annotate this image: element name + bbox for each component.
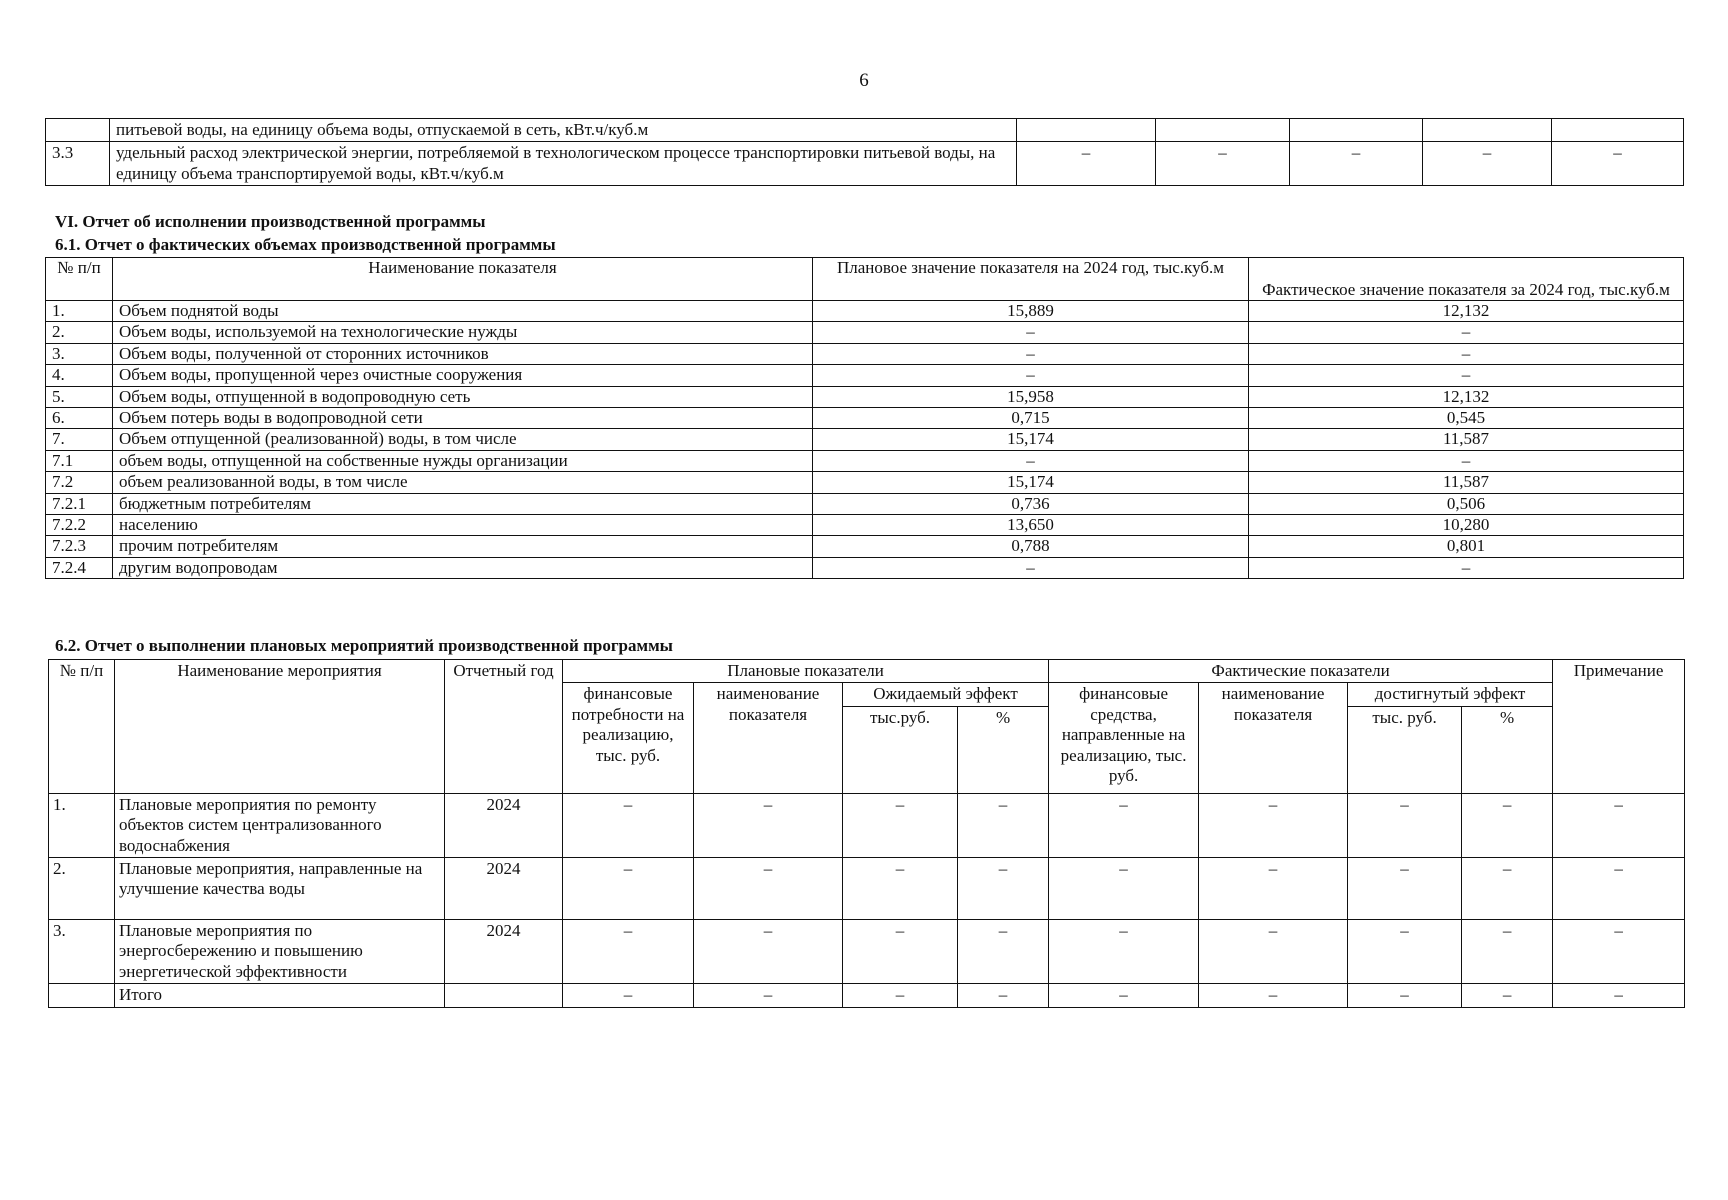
row-value: – [563,793,694,857]
row-indicator-name: Объем поднятой воды [113,301,813,322]
header-num: № п/п [49,660,115,794]
header-activity-name: Наименование мероприятия [115,660,445,794]
row-value: – [563,984,694,1007]
table-row [46,407,1684,428]
row-number: 7.2.3 [46,536,113,557]
activities-table [48,659,1685,1008]
row-value: – [958,857,1049,919]
header-fact-group: Фактические показатели [1049,660,1553,683]
row-indicator-name: Объем воды, пропущенной через очистные сооружения [113,365,813,386]
row-value: – [958,919,1049,983]
section-title: VI. Отчет об исполнении производственной программы [55,212,486,231]
row-number: 6. [46,407,113,428]
table-row [46,386,1684,407]
table-row [46,493,1684,514]
row-plan-value: – [813,557,1249,578]
row-number [46,119,110,142]
header-plan-financing: финансовые потребности на реализацию, тыс. руб. [563,683,694,793]
header-plan-value: Плановое значение показателя на 2024 год, тыс.куб.м [813,258,1249,301]
subsection-6-1-title: 6.1. Отчет о фактических объемах производственной программы [55,235,556,254]
row-value [1156,119,1290,142]
row-value: – [1199,919,1348,983]
header-note: Примечание [1553,660,1685,794]
row-plan-value: – [813,322,1249,343]
row-indicator-name: населению [113,514,813,535]
row-plan-value: 15,958 [813,386,1249,407]
row-value: – [843,984,958,1007]
row-activity-name: Плановые мероприятия по ремонту объектов систем централизованного водоснабжения [115,793,445,857]
row-value: – [1348,857,1462,919]
row-value: – [1199,984,1348,1007]
header-fact-rub: тыс. руб. [1348,706,1462,793]
row-value: – [1156,142,1290,186]
table-row [46,301,1684,322]
table-row [49,919,1685,983]
table-row [49,984,1685,1007]
row-number: 5. [46,386,113,407]
row-number: 7.2.4 [46,557,113,578]
row-fact-value: 0,801 [1249,536,1684,557]
row-fact-value: 10,280 [1249,514,1684,535]
header-fact-percent: % [1462,706,1553,793]
header-plan-rub: тыс.руб. [843,706,958,793]
row-plan-value: 0,788 [813,536,1249,557]
row-fact-value: 11,587 [1249,429,1684,450]
row-fact-value: 11,587 [1249,472,1684,493]
row-value: – [1552,142,1684,186]
row-indicator-name: питьевой воды, на единицу объема воды, отпускаемой в сеть, кВт.ч/куб.м [110,119,1017,142]
row-indicator-name: объем реализованной воды, в том числе [113,472,813,493]
row-value [1423,119,1552,142]
row-value: – [1199,857,1348,919]
table-row [46,557,1684,578]
row-plan-value: 15,889 [813,301,1249,322]
row-fact-value: 12,132 [1249,386,1684,407]
row-value: – [1553,919,1685,983]
header-achieved-effect: достигнутый эффект [1348,683,1553,706]
row-value: – [1348,984,1462,1007]
row-value: – [1348,793,1462,857]
row-value [1552,119,1684,142]
table-row [46,119,1684,142]
row-plan-value: – [813,365,1249,386]
table-row [46,472,1684,493]
row-value: – [1553,984,1685,1007]
row-number: 3.3 [46,142,110,186]
row-value: – [1553,793,1685,857]
table-row [46,365,1684,386]
row-value: – [694,919,843,983]
row-value: – [1462,857,1553,919]
row-indicator-name: другим водопроводам [113,557,813,578]
row-fact-value: – [1249,343,1684,364]
header-plan-indicator: наименование показателя [694,683,843,793]
row-fact-value: – [1249,322,1684,343]
header-fact-value: Фактическое значение показателя за 2024 год, тыс.куб.м [1249,258,1684,301]
table-row [46,142,1684,186]
row-year [445,984,563,1007]
row-value: – [563,919,694,983]
row-year: 2024 [445,857,563,919]
row-number: 4. [46,365,113,386]
row-fact-value: – [1249,557,1684,578]
row-activity-name: Плановые мероприятия по энергосбережению и повышению энергетической эффективности [115,919,445,983]
row-number: 3. [49,919,115,983]
row-value: – [958,793,1049,857]
table-row [49,793,1685,857]
row-value: – [694,793,843,857]
row-value: – [843,793,958,857]
row-number: 7.1 [46,450,113,471]
row-plan-value: 0,736 [813,493,1249,514]
row-value: – [958,984,1049,1007]
header-indicator-name: Наименование показателя [113,258,813,301]
row-value: – [563,857,694,919]
row-value: – [1462,793,1553,857]
table-row [46,514,1684,535]
row-number: 7.2.1 [46,493,113,514]
row-plan-value: – [813,343,1249,364]
row-year: 2024 [445,793,563,857]
volumes-table [45,257,1684,579]
table-row [46,450,1684,471]
row-indicator-name: Объем воды, используемой на технологические нужды [113,322,813,343]
row-year: 2024 [445,919,563,983]
row-plan-value: 15,174 [813,472,1249,493]
row-value: – [694,984,843,1007]
row-fact-value: 0,506 [1249,493,1684,514]
row-fact-value: – [1249,365,1684,386]
row-value: – [1199,793,1348,857]
energy-consumption-table [45,118,1684,186]
row-fact-value: 12,132 [1249,301,1684,322]
row-fact-value: – [1249,450,1684,471]
row-indicator-name: Объем отпущенной (реализованной) воды, в том числе [113,429,813,450]
row-activity-name: Плановые мероприятия, направленные на улучшение качества воды [115,857,445,919]
row-value: – [1462,919,1553,983]
row-plan-value: – [813,450,1249,471]
table-row [46,343,1684,364]
row-value: – [1049,857,1199,919]
row-value: – [1423,142,1552,186]
row-indicator-name: удельный расход электрической энергии, потребляемой в технологическом процессе транспортировки питьевой воды, на единицу объема транспортируемой воды, кВт.ч/куб.м [110,142,1017,186]
row-indicator-name: объем воды, отпущенной на собственные нужды организации [113,450,813,471]
row-indicator-name: Объем воды, отпущенной в водопроводную сеть [113,386,813,407]
row-indicator-name: Объем воды, полученной от сторонних источников [113,343,813,364]
row-indicator-name: бюджетным потребителям [113,493,813,514]
header-report-year: Отчетный год [445,660,563,794]
header-plan-group: Плановые показатели [563,660,1049,683]
row-value: – [1462,984,1553,1007]
row-number: 7.2 [46,472,113,493]
row-plan-value: 0,715 [813,407,1249,428]
row-value: – [1553,857,1685,919]
table-row [46,429,1684,450]
header-plan-percent: % [958,706,1049,793]
row-value [1290,119,1423,142]
table-row [46,536,1684,557]
row-value: – [694,857,843,919]
row-plan-value: 15,174 [813,429,1249,450]
row-number: 1. [46,301,113,322]
row-value: – [843,857,958,919]
row-number: 7. [46,429,113,450]
header-expected-effect: Ожидаемый эффект [843,683,1049,706]
row-value: – [843,919,958,983]
row-value: – [1049,919,1199,983]
subsection-6-2-title: 6.2. Отчет о выполнении плановых мероприятий производственной программы [55,636,673,655]
header-num: № п/п [46,258,113,301]
row-number: 1. [49,793,115,857]
row-number: 7.2.2 [46,514,113,535]
page-number: 6 [859,70,869,91]
row-indicator-name: Объем потерь воды в водопроводной сети [113,407,813,428]
row-value: – [1290,142,1423,186]
row-number: 2. [46,322,113,343]
row-value: – [1049,793,1199,857]
row-number: 2. [49,857,115,919]
table-row [46,322,1684,343]
table-row [49,857,1685,919]
row-activity-name: Итого [115,984,445,1007]
row-value [1017,119,1156,142]
row-number: 3. [46,343,113,364]
row-indicator-name: прочим потребителям [113,536,813,557]
header-fact-financing: финансовые средства, направленные на реализацию, тыс. руб. [1049,683,1199,793]
row-fact-value: 0,545 [1249,407,1684,428]
header-fact-indicator: наименование показателя [1199,683,1348,793]
row-value: – [1049,984,1199,1007]
row-value: – [1348,919,1462,983]
row-number [49,984,115,1007]
row-plan-value: 13,650 [813,514,1249,535]
row-value: – [1017,142,1156,186]
